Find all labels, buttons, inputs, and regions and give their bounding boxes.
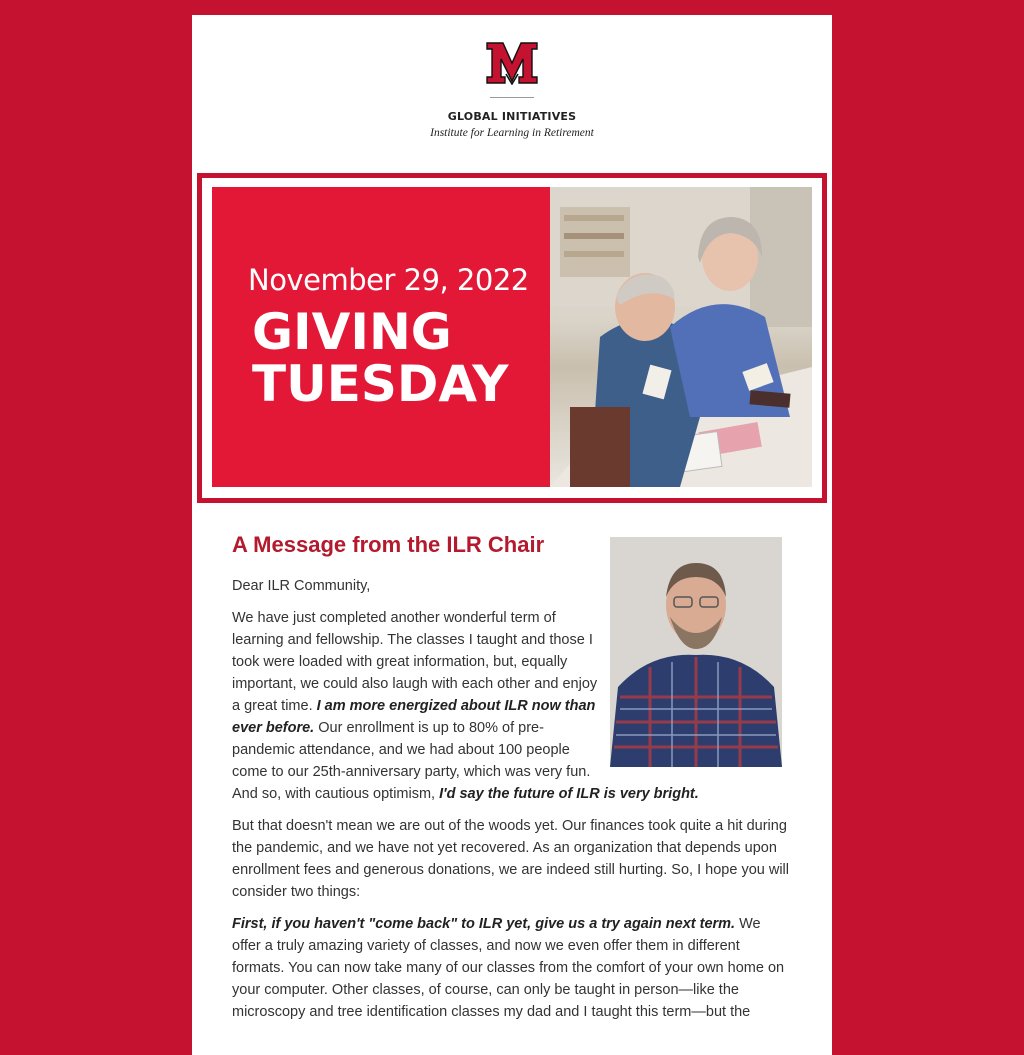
- logo-divider: [490, 97, 534, 98]
- p1-text-c: Our enrollment is up to 80% of pre-pandemic attendance, and we had about 100 people come to our 25th-anniversary party, which was very fun. And so, with cautious optimism,: [232, 720, 591, 802]
- seniors-photo: [550, 187, 812, 487]
- banner-date: November 29, 2022: [248, 263, 529, 297]
- university-logo-icon: [485, 41, 539, 85]
- banner-title-giving: GIVING: [252, 303, 452, 361]
- org-name: GLOBAL INITIATIVES: [447, 110, 577, 123]
- greeting: Dear ILR Community,: [232, 578, 371, 594]
- p3-emphasis-come-back: First, if you haven't "come back" to ILR yet, give us a try again next term.: [232, 916, 736, 932]
- org-subtitle: Institute for Learning in Retirement: [430, 127, 594, 139]
- banner-title-tuesday: TUESDAY: [252, 355, 509, 413]
- p1-emphasis-energized: I am more energized about ILR now than ever before.: [232, 698, 596, 736]
- p1-text-a: We have just completed another wonderful term of learning and fellowship. The classes I taught and those I took were loaded with great information, but, equally important, we could also laugh with each other and enjoy a great time.: [232, 610, 598, 714]
- giving-tuesday-banner[interactable]: [197, 173, 827, 503]
- p1-emphasis-bright: I'd say the future of ILR is very bright.: [439, 786, 699, 802]
- banner-image: [212, 187, 812, 487]
- email-container: [192, 15, 832, 1055]
- paragraph-2: But that doesn't mean we are out of the woods yet. Our finances took quite a hit during the pandemic, and we have not yet recovered. As an organization that depends upon enrollment fees and generous donations, we are indeed still hurting. So, I hope you will consider two things:: [232, 818, 789, 900]
- paragraph-1: [232, 607, 792, 805]
- p3-text: We offer a truly amazing variety of classes, and now we even offer them in different formats. You can now take many of our classes from the comfort of your own home on your computer. Other classes, of course, can only be taught in person—like the microscopy and tree identification classes my dad and I taught this term—but the: [232, 916, 785, 1020]
- paragraph-3: [232, 913, 792, 1023]
- message-heading: A Message from the ILR Chair: [232, 532, 545, 557]
